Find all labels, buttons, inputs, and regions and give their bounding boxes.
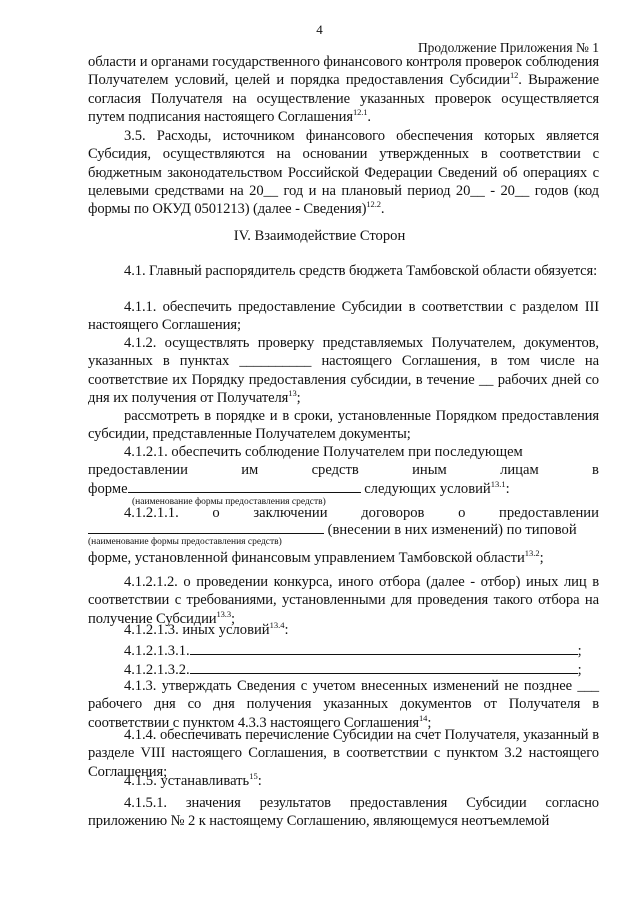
paragraph-4-1-2: 4.1.2. осуществлять проверку представляемых Получателем, документов, указанных в пунктах __________ настоящего Соглашения, в том числе на соответствие их Порядку предоставления субсидии, в течение __ рабочих дней со дня их получения от Получателя$^{13}$;	[88, 335, 599, 406]
paragraph-audit: области и органами государственного финансового контроля проверок соблюдения Получателем условий, целей и порядка предоставления Субсидии$^{12}$. Выражение согласия Получателя на осуществление указанных проверок осуществляется путем подписания настоящего Соглашения$^{12.1}$.	[88, 54, 600, 125]
paragraph-4-1-2-1-line1: 4.1.2.1. обеспечить соблюдение Получателем при последующем	[124, 444, 523, 460]
paragraph-4-1-2-1-1-line2: (внесении в них изменений) по типовой	[88, 520, 599, 539]
paragraph-4-1-2-1-3-1: 4.1.2.1.3.1. ;	[124, 643, 582, 659]
blank-line	[190, 660, 578, 674]
paragraph-4-1-5-1: 4.1.5.1. значения результатов предоставления Субсидии согласно приложению № 2 к настоящему Соглашению, являющемуся неотъемлемой	[88, 795, 599, 830]
paragraph-4-1-1: 4.1.1. обеспечить предоставление Субсидии в соответствии с разделом III настоящего Соглашения;	[88, 299, 599, 334]
paragraph-4-1-2-1-2: 4.1.2.1.2. о проведении конкурса, иного отбора (далее - отбор) иных лиц в соответствии с требованиями, установленными для проведения такого отбора на получение Субсидии$^{13.3}$;	[88, 574, 599, 627]
section-title: IV. Взаимодействие Сторон	[233, 228, 406, 244]
blank-line	[88, 520, 324, 534]
paragraph-4-1-2-1-3-2: 4.1.2.1.3.2. ;	[124, 662, 582, 678]
caption-form-name-2: (наименование формы предоставления средств)	[88, 537, 282, 547]
paragraph-4-1-3: 4.1.3. утверждать Сведения с учетом внесенных изменений не позднее ___ рабочего дня со дня получения указанных документов от Получателя в соответствии с пунктом 4.3.3 настоящего Соглашения$^{14}$;	[88, 678, 599, 731]
blank-line	[190, 641, 578, 655]
paragraph-4-1-2-1-line3: форме следующих условий$^{13.1}$:	[88, 479, 510, 497]
paragraph-4-1: 4.1. Главный распорядитель средств бюджета Тамбовской области обязуется:	[124, 263, 598, 279]
paragraph-4-1-4: 4.1.4. обеспечивать перечисление Субсидии на счет Получателя, указанный в разделе VIII настоящего Соглашения, в соответствии с пунктом 3.2 настоящего Соглашения;	[88, 727, 599, 780]
paragraph-3-5: 3.5. Расходы, источником финансового обеспечения которых является Субсидия, осуществляются на основании утвержденных в соответствии с бюджетным законодательством Российской Федерации Сведений об операциях с целевыми средствами на 20__ год и на плановый период 20__ - 20__ годов (код формы по ОКУД 0501213) (далее - Сведения)$^{12.2}$.	[88, 128, 599, 218]
paragraph-4-1-2-1-1-line3: форме, установленной финансовым управлением Тамбовской области$^{13.2}$;	[88, 548, 544, 566]
paragraph-4-1-5: 4.1.5. устанавливать$^{15}$:	[124, 771, 262, 789]
page-number: 4	[316, 22, 323, 37]
blank-line	[128, 479, 361, 493]
paragraph-4-1-2-1-3: 4.1.2.1.3. иных условий$^{13.4}$:	[124, 620, 289, 638]
paragraph-4-1-2-1-1-line1: 4.1.2.1.1. о заключении договоров о предоставлении	[124, 505, 599, 521]
paragraph-4-1-2-1-line2: предоставлении им средств иным лицам в	[88, 462, 599, 478]
continuation-label: Продолжение Приложения № 1	[417, 40, 599, 55]
paragraph-review: рассмотреть в порядке и в сроки, установленные Порядком предоставления субсидии, представленные Получателем документы;	[88, 408, 599, 443]
caption-form-name: (наименование формы предоставления средств)	[132, 497, 326, 507]
